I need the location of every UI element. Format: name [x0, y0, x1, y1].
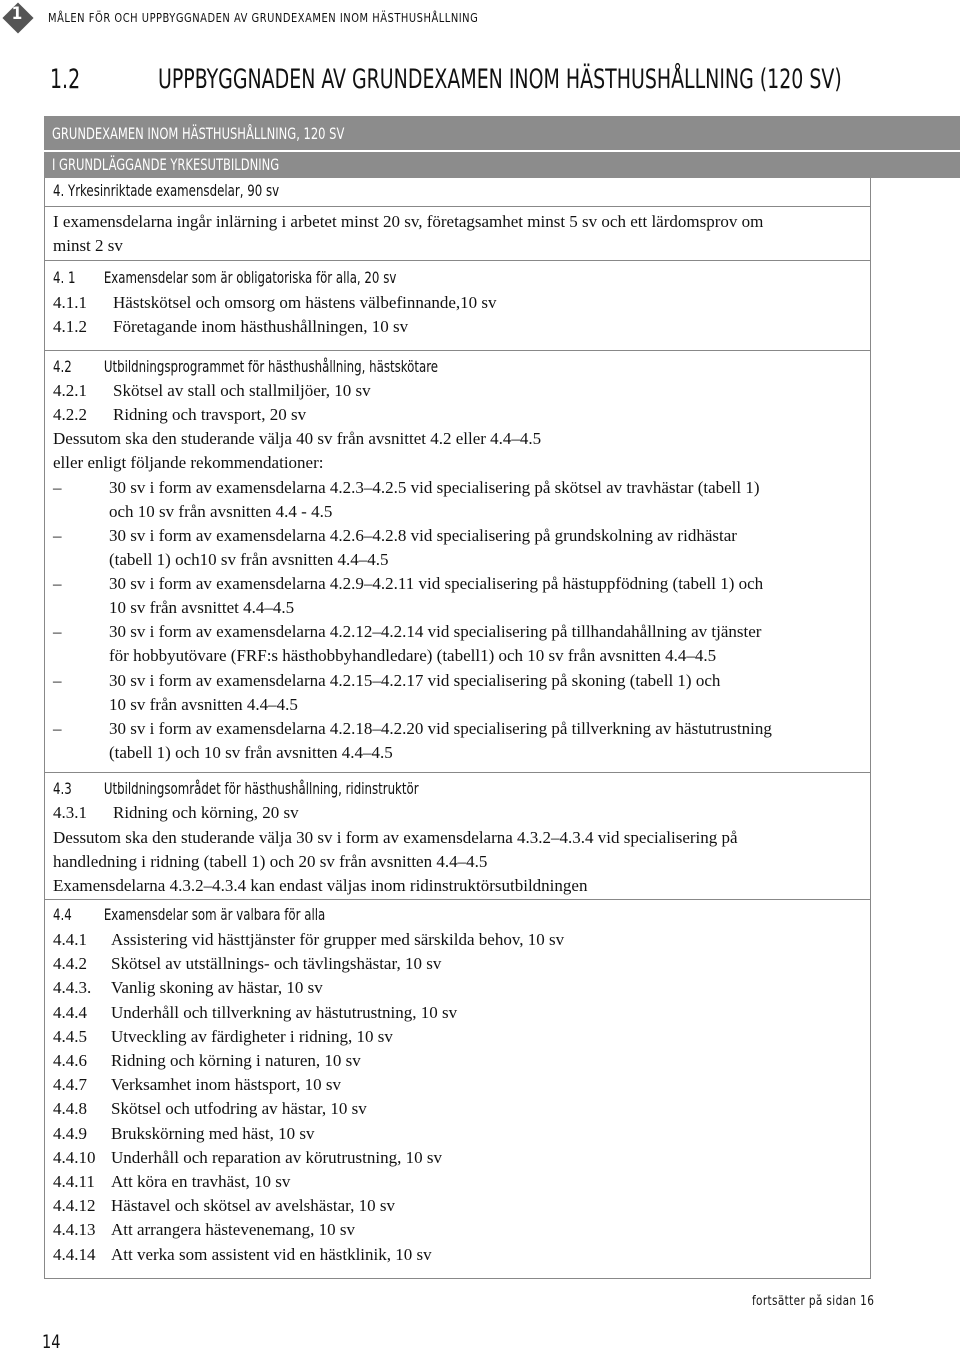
item-text: Underhåll och reparation av körutrustning, 10 sv — [111, 1147, 442, 1167]
dash-bullet: – — [53, 671, 62, 690]
section-number: 1.2 — [50, 64, 81, 95]
vocational-heading: 4. Yrkesinriktade examensdelar, 90 sv — [53, 181, 280, 200]
block-43-heading — [53, 779, 419, 798]
recommendation-line: (tabell 1) och 10 sv från avsnitten 4.4–4.5 — [109, 743, 393, 762]
block-43-title: Utbildningsområdet för hästhushållning, ridinstruktör — [103, 779, 419, 798]
item-number: 4.4.2 — [53, 954, 87, 974]
list-item — [53, 1148, 442, 1168]
list-item — [53, 1124, 315, 1144]
item-text: Skötsel av utställnings- och tävlingshästar, 10 sv — [111, 954, 442, 974]
recommendation-line: 30 sv i form av examensdelarna 4.2.3–4.2.5 vid specialisering på skötsel av travhästar (tabell 1) — [109, 478, 760, 497]
list-item — [53, 1003, 457, 1023]
list-item — [53, 1245, 432, 1265]
item-number: 4.1.1 — [53, 293, 87, 312]
list-item — [53, 803, 299, 823]
note-line: Dessutom ska den studerande välja 40 sv från avsnittet 4.2 eller 4.4–4.5 — [53, 429, 542, 448]
item-number: 4.4.4 — [53, 1002, 87, 1022]
dash-bullet: – — [53, 478, 62, 497]
item-text: Att arrangera hästevenemang, 10 sv — [111, 1220, 356, 1240]
chapter-badge — [2, 2, 36, 36]
block-42-title: Utbildningsprogrammet för hästhushållning, hästskötare — [103, 357, 439, 376]
note-line: eller enligt följande rekommendationer: — [53, 453, 324, 472]
list-item — [53, 381, 371, 401]
block-44-heading — [53, 905, 325, 924]
item-number: 4.4.6 — [53, 1051, 87, 1070]
divider — [45, 899, 870, 900]
note-line: handledning i ridning (tabell 1) och 20 sv från avsnitten 4.4–4.5 — [53, 852, 488, 871]
item-number: 4.4.5 — [53, 1026, 87, 1046]
item-number: 4.4.12 — [53, 1196, 96, 1216]
dash-bullet: – — [53, 574, 62, 593]
recommendation-line: och 10 sv från avsnitten 4.4 - 4.5 — [109, 502, 333, 521]
dash-bullet: – — [53, 719, 62, 738]
title-bar — [44, 116, 960, 150]
block-41-number: 4. 1 — [53, 268, 76, 287]
block-44-number: 4.4 — [53, 905, 72, 924]
subtitle-bar-text: I GRUNDLÄGGANDE YRKESUTBILDNING — [52, 155, 280, 174]
list-item — [53, 405, 306, 425]
intro-text-line1: I examensdelarna ingår inlärning i arbetet minst 20 sv, företagsamhet minst 5 sv och ett lärdomsprov om — [53, 212, 764, 231]
item-number: 4.4.8 — [53, 1099, 87, 1119]
item-text: Hästavel och skötsel av avelshästar, 10 sv — [111, 1196, 395, 1216]
item-number: 4.4.9 — [53, 1123, 87, 1143]
block-41-heading — [53, 268, 396, 287]
item-text: Ridning och körning i naturen, 10 sv — [111, 1051, 361, 1070]
continues-note: fortsätter på sidan 16 — [752, 1294, 875, 1309]
item-number: 4.2.2 — [53, 405, 87, 424]
list-item — [53, 930, 564, 950]
block-44-title: Examensdelar som är valbara för alla — [103, 905, 326, 924]
running-head: MÅLEN FÖR OCH UPPBYGGNADEN AV GRUNDEXAMEN INOM HÄSTHUSHÅLLNING — [48, 10, 479, 25]
item-text: Företagande inom hästhushållningen, 10 sv — [113, 317, 409, 336]
item-number: 4.4.1 — [53, 930, 87, 949]
recommendation-line: 30 sv i form av examensdelarna 4.2.12–4.2.14 vid specialisering på tillhandahållning av tjänster — [109, 622, 762, 641]
structure-table — [44, 178, 871, 1279]
list-item — [53, 954, 441, 974]
item-number: 4.4.13 — [53, 1220, 96, 1240]
item-number: 4.4.11 — [53, 1172, 95, 1191]
section-title: UPPBYGGNADEN AV GRUNDEXAMEN INOM HÄSTHUSHÅLLNING (120 SV) — [158, 64, 842, 95]
list-item — [53, 1051, 361, 1071]
list-item — [53, 1220, 355, 1240]
page-number: 14 — [42, 1331, 61, 1353]
item-text: Utveckling av färdigheter i ridning, 10 sv — [111, 1026, 393, 1046]
subtitle-bar — [44, 152, 960, 178]
item-text: Vanlig skoning av hästar, 10 sv — [111, 978, 323, 998]
list-item — [53, 1172, 290, 1192]
item-number: 4.3.1 — [53, 803, 87, 822]
intro-text-line2: minst 2 sv — [53, 236, 123, 255]
note-line: Dessutom ska den studerande välja 30 sv i form av examensdelarna 4.3.2–4.3.4 vid specialisering på — [53, 828, 738, 847]
item-number: 4.1.2 — [53, 317, 87, 336]
divider — [45, 260, 870, 261]
recommendation-line: 30 sv i form av examensdelarna 4.2.15–4.2.17 vid specialisering på skoning (tabell 1) och — [109, 671, 721, 690]
item-text: Brukskörning med häst, 10 sv — [111, 1123, 315, 1143]
item-number: 4.4.7 — [53, 1075, 87, 1095]
divider — [45, 206, 870, 207]
dash-bullet: – — [53, 622, 62, 641]
item-number: 4.4.3. — [53, 978, 92, 998]
chapter-number: 1 — [11, 4, 23, 24]
recommendation-line: (tabell 1) och10 sv från avsnitten 4.4–4.5 — [109, 550, 389, 569]
list-item — [53, 293, 497, 313]
list-item — [53, 1075, 341, 1095]
list-item — [53, 978, 323, 998]
item-number: 4.4.10 — [53, 1147, 96, 1167]
recommendation-line: 30 sv i form av examensdelarna 4.2.9–4.2.11 vid specialisering på hästuppfödning (tabell 1) och — [109, 574, 764, 593]
recommendation-line: 30 sv i form av examensdelarna 4.2.18–4.2.20 vid specialisering på tillverkning av hästutrustning — [109, 719, 772, 738]
note-line: Examensdelarna 4.3.2–4.3.4 kan endast väljas inom ridinstruktörsutbildningen — [53, 876, 588, 895]
block-42-heading — [53, 357, 438, 376]
list-item — [53, 1099, 367, 1119]
item-text: Hästskötsel och omsorg om hästens välbefinnande,10 sv — [113, 293, 497, 312]
item-text: Ridning och travsport, 20 sv — [113, 405, 307, 424]
item-text: Underhåll och tillverkning av hästutrustning, 10 sv — [111, 1002, 458, 1022]
item-number: 4.4.14 — [53, 1244, 96, 1264]
item-text: Ridning och körning, 20 sv — [113, 803, 299, 822]
block-41-title: Examensdelar som är obligatoriska för alla, 20 sv — [103, 268, 397, 287]
list-item — [53, 317, 408, 337]
recommendation-line: 10 sv från avsnitten 4.4–4.5 — [109, 695, 298, 714]
recommendation-line: för hobbyutövare (FRF:s hästhobbyhandledare) (tabell1) och 10 sv från avsnitten 4.4–4.5 — [109, 646, 717, 665]
divider — [45, 772, 870, 773]
block-42-number: 4.2 — [53, 357, 72, 376]
item-text: Att köra en travhäst, 10 sv — [111, 1172, 291, 1191]
block-43-number: 4.3 — [53, 779, 72, 798]
divider — [45, 350, 870, 351]
item-number: 4.2.1 — [53, 381, 87, 400]
recommendation-line: 10 sv från avsnittet 4.4–4.5 — [109, 598, 295, 617]
list-item — [53, 1027, 393, 1047]
item-text: Skötsel och utfodring av hästar, 10 sv — [111, 1099, 367, 1119]
recommendation-line: 30 sv i form av examensdelarna 4.2.6–4.2.8 vid specialisering på grundskolning av ridhästar — [109, 526, 737, 545]
item-text: Skötsel av stall och stallmiljöer, 10 sv — [113, 381, 371, 400]
dash-bullet: – — [53, 526, 62, 545]
title-bar-text: GRUNDEXAMEN INOM HÄSTHUSHÅLLNING, 120 SV — [52, 124, 345, 143]
item-text: Att verka som assistent vid en hästklinik, 10 sv — [111, 1244, 432, 1264]
list-item — [53, 1196, 395, 1216]
item-text: Assistering vid hästtjänster för grupper med särskilda behov, 10 sv — [111, 930, 565, 949]
item-text: Verksamhet inom hästsport, 10 sv — [111, 1075, 341, 1095]
